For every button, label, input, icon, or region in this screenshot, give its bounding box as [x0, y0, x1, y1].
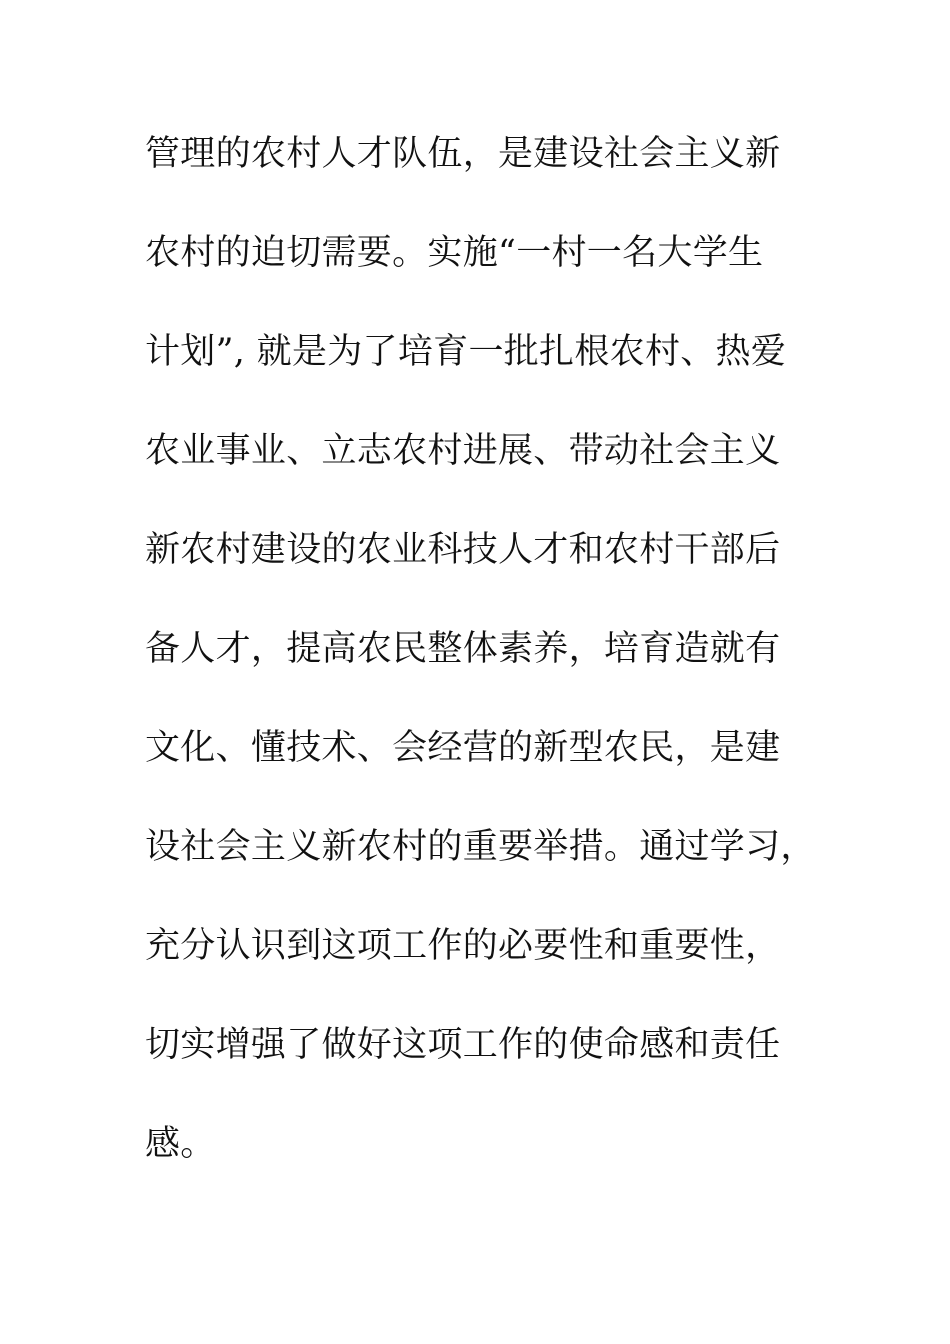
text-line: 计划”, 就是为了培育一批扎根农村、热爱 [145, 332, 787, 372]
text-line: 文化、懂技术、会经营的新型农民，是建 [145, 728, 781, 768]
text-line: 农业事业、立志农村进展、带动社会主义 [145, 431, 781, 471]
body-paragraph [145, 124, 825, 1213]
text-line: 新农村建设的农业科技人才和农村干部后 [145, 530, 781, 570]
text-line: 充分认识到这项工作的必要性和重要性， [145, 926, 781, 966]
text-line: 农村的迫切需要。实施“一村一名大学生 [145, 233, 764, 273]
text-line: 设社会主义新农村的重要举措。通过学习， [145, 827, 816, 867]
text-line: 感。 [145, 1124, 216, 1164]
text-line: 切实增强了做好这项工作的使命感和责任 [145, 1025, 781, 1065]
text-line: 备人才，提高农民整体素养，培育造就有 [145, 629, 781, 669]
text-line: 管理的农村人才队伍，是建设社会主义新 [145, 134, 781, 174]
